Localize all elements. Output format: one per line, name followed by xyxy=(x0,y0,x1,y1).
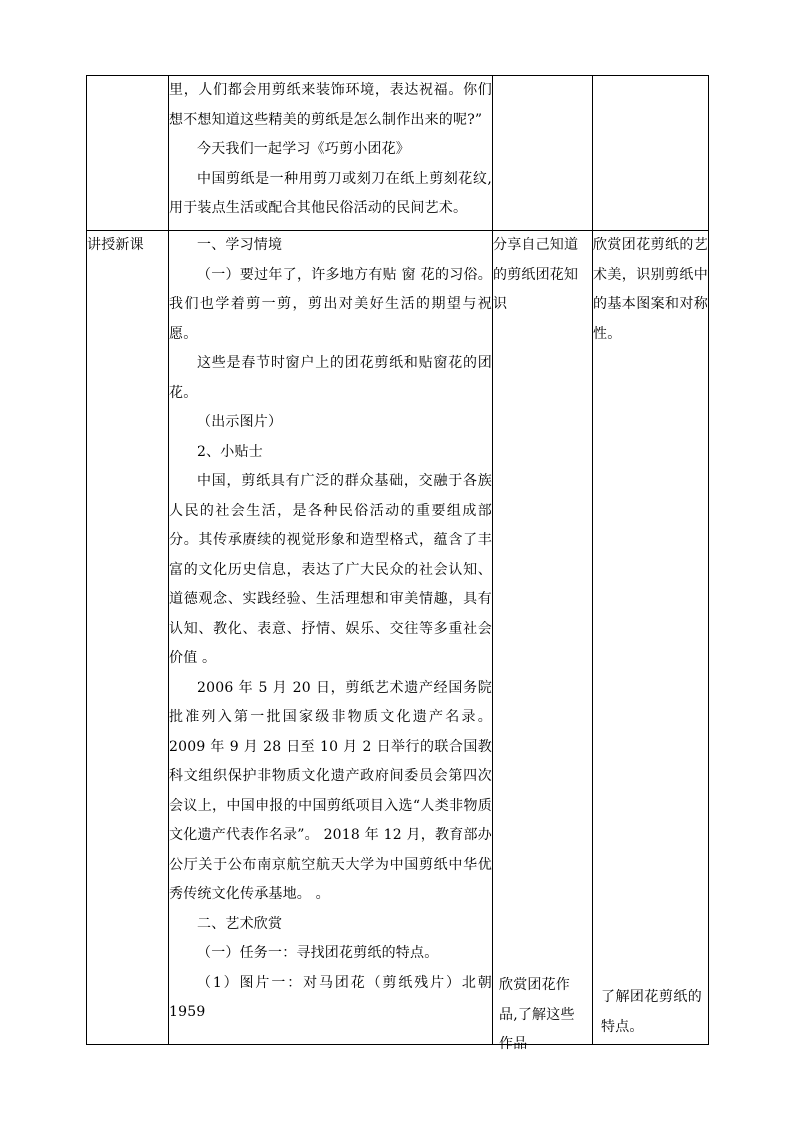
content-cell xyxy=(169,76,493,231)
design-intent-text: 欣赏团花剪纸的艺术美，识别剪纸中的基本图案和对称性。 xyxy=(593,237,708,342)
content-paragraph: 中国，剪纸具有广泛的群众基础，交融于各族人民的社会生活，是各种民俗活动的重要组成部分。其传承赓续的视觉形象和造型格式，蕴含了丰富的文化历史信息，表达了广大民众的社会认知、道德观念、实践经验、生活理想和审美情趣，具有认知、教化、表意、抒情、娱乐、交往等多重社会价值 。 xyxy=(169,473,492,666)
design-intent-cell-empty xyxy=(593,76,709,231)
content-paragraph: 2006 年 5 月 20 日，剪纸艺术遗产经国务院批准列入第一批国家级非物质文化遗产名录。 2009 年 9 月 28 日至 10 月 2 日举行的联合国教科文组织保护非物质文化遗产政府间委员会第四次会议上，中国申报的中国剪纸项目入选“人类非物质文化遗产代表作名录”。 2018 年 12 月，教育部办公厅关于公布南京航空航天大学为中国剪纸中华优秀传统文化传承基地。 。 xyxy=(169,679,492,902)
section-label: 讲授新课 xyxy=(87,231,169,1045)
content-paragraph: 这些是春节时窗户上的团花剪纸和贴窗花的团花。 xyxy=(169,355,492,401)
content-heading: 一、学习情境 xyxy=(197,237,283,253)
table-row-continued xyxy=(87,76,709,231)
content-paragraph: （1）图片一：对马团花（剪纸残片）北朝 1959 xyxy=(169,974,492,1020)
content-cell xyxy=(169,231,493,1045)
content-paragraph: （一）要过年了，许多地方有贴 窗 花的习俗。我们也学着剪一剪，剪出对美好生活的期望与祝愿。 xyxy=(169,266,492,342)
student-activity-text: 欣赏团花作品,了解这些作品 xyxy=(499,977,575,1052)
content-paragraph: （一）任务一：寻找团花剪纸的特点。 xyxy=(197,945,439,961)
student-activity-text: 分享自己知道的剪纸团花知识 xyxy=(493,237,579,312)
section-cell-empty xyxy=(87,76,169,231)
content-heading: 2、小贴士 xyxy=(197,443,263,460)
table-row-new-lesson xyxy=(87,231,709,1045)
content-paragraph: 今天我们一起学习《巧剪小团花》 xyxy=(197,141,410,157)
lesson-plan-table xyxy=(86,75,709,1052)
design-intent-text: 了解团花剪纸的特点。 xyxy=(601,989,702,1035)
content-heading: 二、艺术欣赏 xyxy=(197,915,283,932)
content-paragraph: （出示图片） xyxy=(197,414,283,430)
content-paragraph: 里，人们都会用剪纸来装饰环境，表达祝福。你们想不想知道这些精美的剪纸是怎么制作出来的呢?” xyxy=(169,82,492,128)
student-activity-cell xyxy=(493,231,593,1052)
student-activity-cell-empty xyxy=(493,76,593,231)
design-intent-cell xyxy=(593,231,709,1045)
content-paragraph: 中国剪纸是一种用剪刀或刻刀在纸上剪刻花纹,用于装点生活或配合其他民俗活动的民间艺术。 xyxy=(169,170,492,216)
